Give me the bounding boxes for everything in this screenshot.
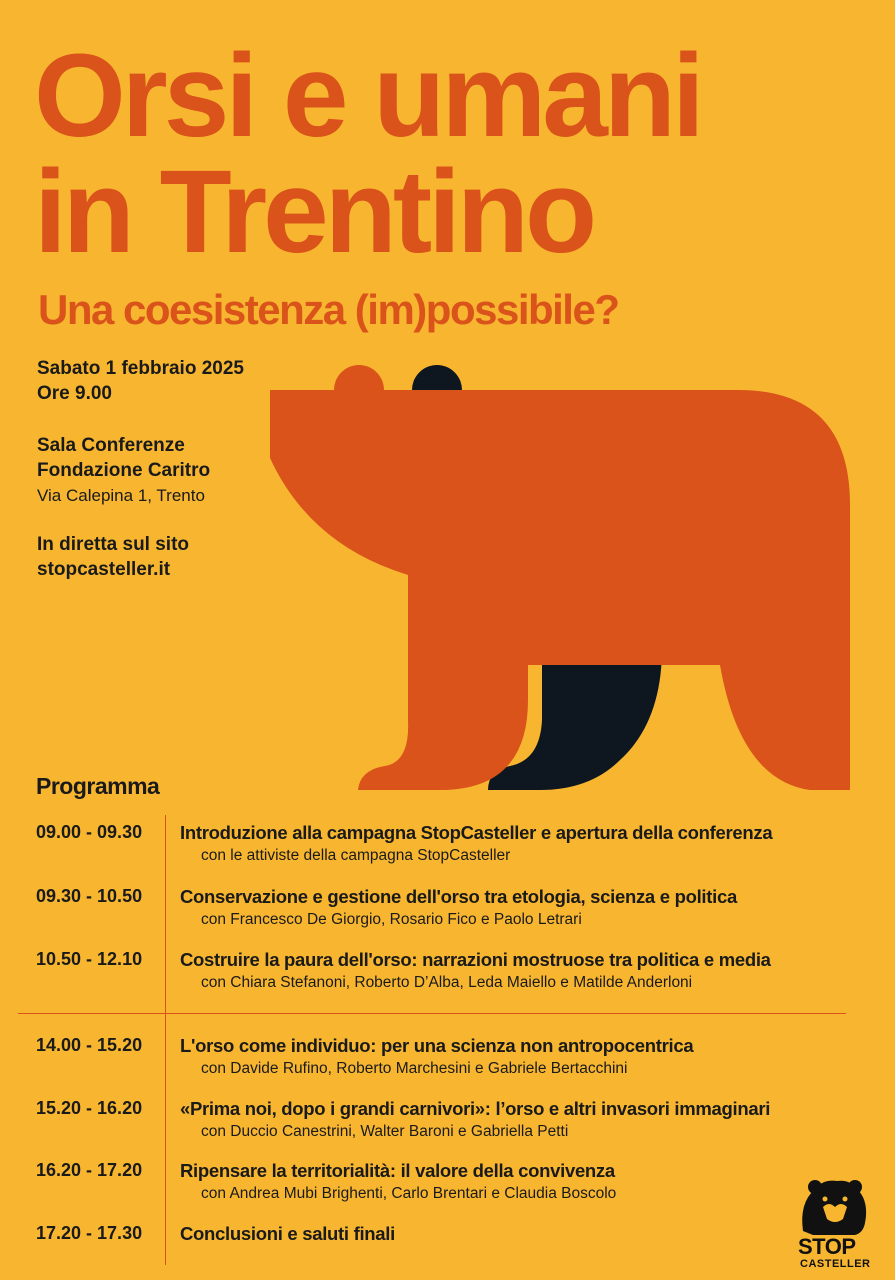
program-heading: Programma: [36, 773, 160, 799]
session-time: 10.50 - 12.10: [36, 949, 143, 969]
session-time: 09.00 - 09.30: [36, 822, 143, 842]
title-line-1: Orsi e umani: [34, 30, 701, 162]
title-line-2: in Trentino: [34, 146, 594, 278]
stream-site[interactable]: stopcasteller.it: [37, 559, 171, 580]
session-title: «Prima noi, dopo i grandi carnivori»: l’orso e altri invasori immaginari: [180, 1098, 771, 1119]
session-time: 16.20 - 17.20: [36, 1160, 143, 1180]
session-title: Conclusioni e saluti finali: [180, 1223, 395, 1244]
session-speakers: con Davide Rufino, Roberto Marchesini e Gabriele Bertacchini: [201, 1060, 628, 1077]
session-speakers: con le attiviste della campagna StopCasteller: [201, 847, 511, 864]
program-divider-vertical: [165, 815, 166, 1265]
event-date: Sabato 1 febbraio 2025: [37, 358, 244, 379]
event-stream: [37, 532, 189, 582]
session-time: 15.20 - 16.20: [36, 1098, 143, 1118]
lunch-break-divider: [18, 1013, 846, 1014]
session-time: 09.30 - 10.50: [36, 886, 143, 906]
venue-foundation: Fondazione Caritro: [37, 460, 211, 481]
event-venue: [37, 433, 210, 508]
session-title: Conservazione e gestione dell'orso tra etologia, scienza e politica: [180, 886, 737, 907]
session-title: Costruire la paura dell'orso: narrazioni mostruose tra politica e media: [180, 949, 771, 970]
event-datetime: [37, 356, 244, 406]
event-time: Ore 9.00: [37, 383, 112, 404]
session-time: 17.20 - 17.30: [36, 1223, 143, 1243]
session-title: Ripensare la territorialità: il valore della convivenza: [180, 1160, 615, 1181]
logo-casteller-text: CASTELLER: [800, 1258, 871, 1270]
logo-stop-text: STOP: [798, 1234, 856, 1259]
session-speakers: con Andrea Mubi Brighenti, Carlo Brentari e Claudia Boscolo: [201, 1185, 617, 1202]
session-speakers: con Chiara Stefanoni, Roberto D’Alba, Leda Maiello e Matilde Anderloni: [201, 974, 693, 991]
stream-label: In diretta sul sito: [37, 534, 190, 555]
session-title: L'orso come individuo: per una scienza non antropocentrica: [180, 1035, 694, 1056]
session-speakers: con Francesco De Giorgio, Rosario Fico e Paolo Letrari: [201, 911, 582, 928]
venue-name: Sala Conferenze: [37, 435, 185, 456]
session-time: 14.00 - 15.20: [36, 1035, 143, 1055]
session-title: Introduzione alla campagna StopCasteller e apertura della conferenza: [180, 822, 773, 843]
venue-address: Via Calepina 1, Trento: [37, 486, 205, 505]
session-speakers: con Duccio Canestrini, Walter Baroni e Gabriella Petti: [201, 1123, 569, 1140]
poster-subtitle: Una coesistenza (im)possibile?: [38, 286, 619, 333]
